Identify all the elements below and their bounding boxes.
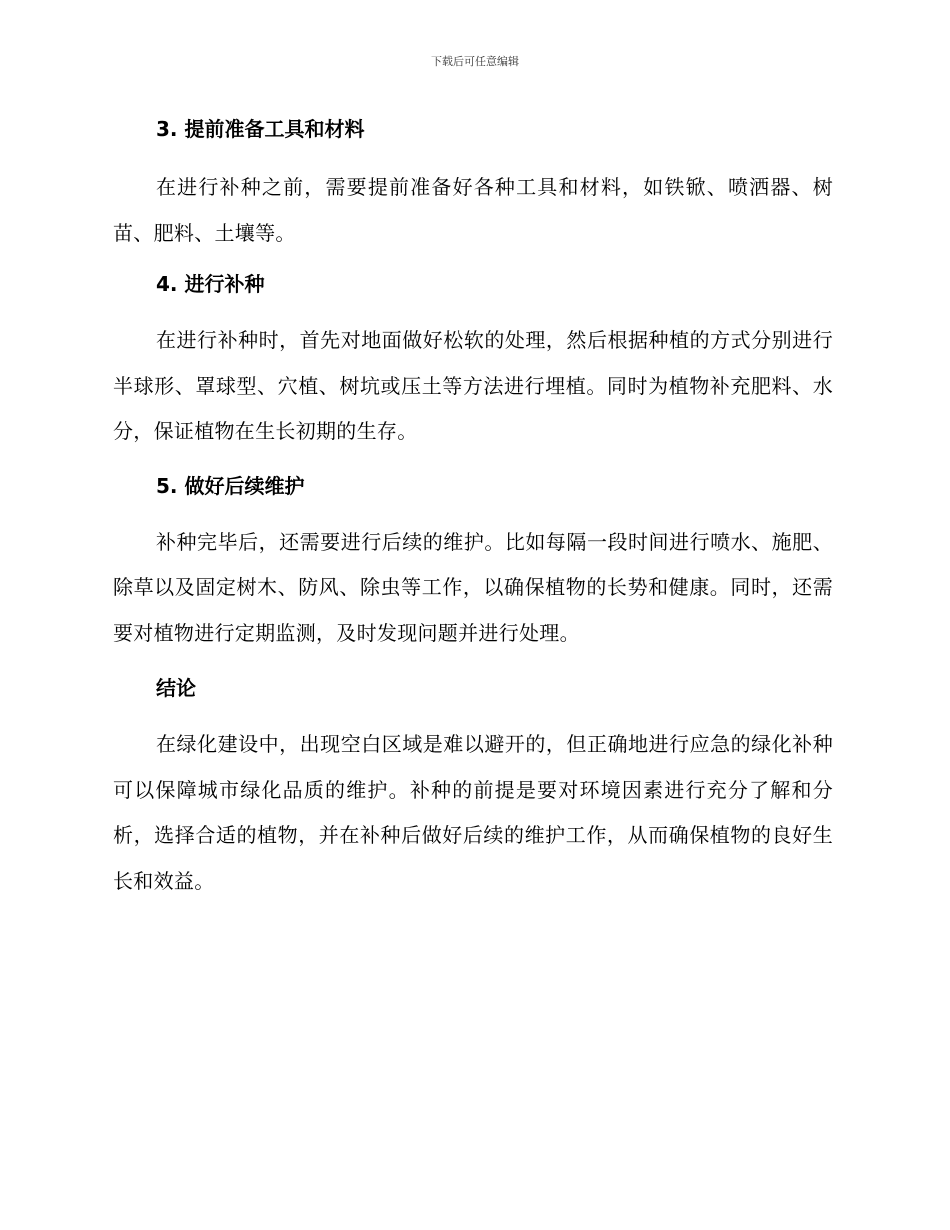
section-paragraph-prepare-tools: 在进行补种之前，需要提前准备好各种工具和材料，如铁锨、喷洒器、树苗、肥料、土壤等。	[113, 175, 833, 245]
section-paragraph-replant: 在进行补种时，首先对地面做好松软的处理，然后根据种植的方式分别进行半球形、罩球型、穴植、树坑或压土等方法进行埋植。同时为植物补充肥料、水分，保证植物在生长初期的生存。	[113, 328, 833, 443]
section-paragraph-maintenance: 补种完毕后，还需要进行后续的维护。比如每隔一段时间进行喷水、施肥、除草以及固定树木、防风、除虫等工作，以确保植物的长势和健康。同时，还需要对植物进行定期监测，及时发现问题并进行处理。	[113, 529, 833, 645]
section-heading-replant: 4. 进行补种	[156, 272, 265, 296]
page-header-note: 下载后可任意编辑	[431, 55, 519, 68]
section-paragraph-conclusion: 在绿化建设中，出现空白区域是难以避开的，但正确地进行应急的绿化补种可以保障城市绿化品质的维护。补种的前提是要对环境因素进行充分了解和分析，选择合适的植物，并在补种后做好后续的维护工作，从而确保植物的良好生长和效益。	[113, 732, 833, 893]
section-heading-maintenance: 5. 做好后续维护	[156, 473, 305, 498]
document-body	[113, 113, 833, 904]
section-heading-prepare-tools: 3. 提前准备工具和材料	[156, 117, 365, 141]
section-heading-conclusion: 结论	[156, 676, 196, 700]
